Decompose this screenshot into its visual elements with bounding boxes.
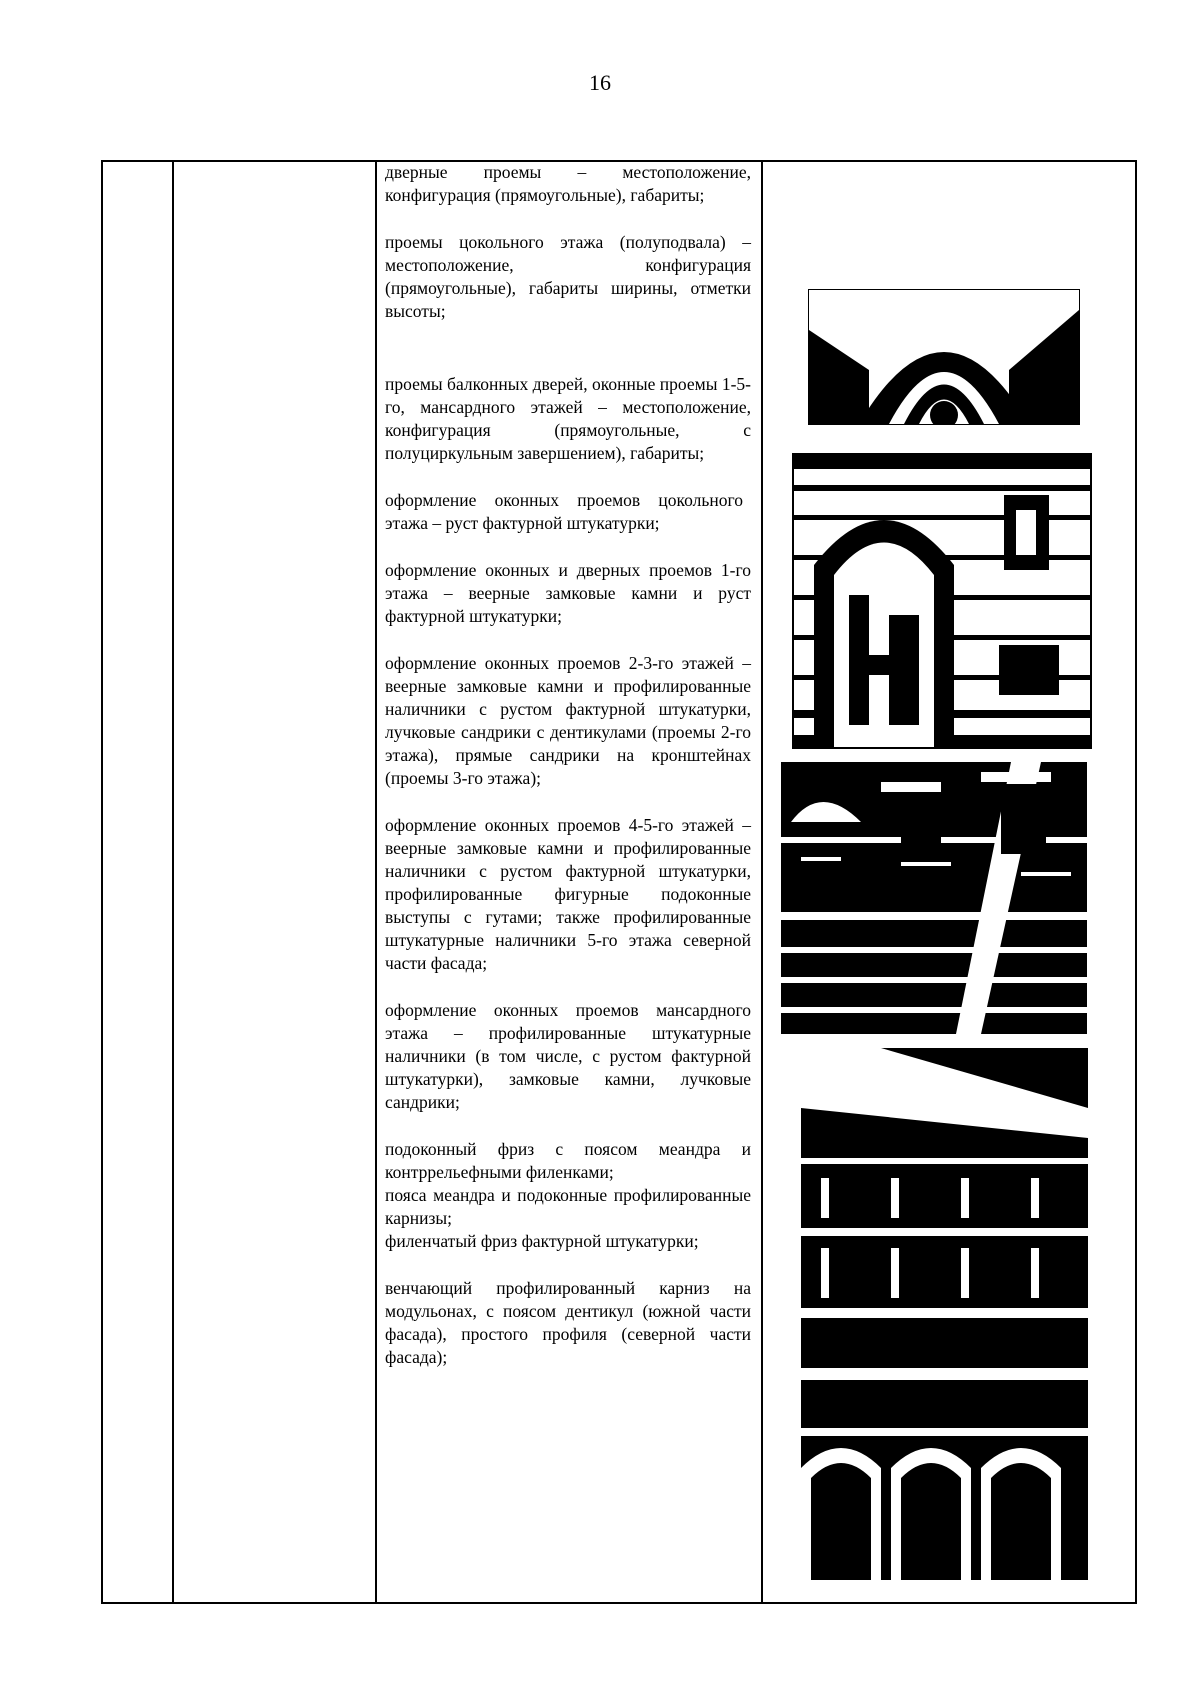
column-divider-1 [172, 162, 174, 1602]
column-divider-2 [375, 162, 377, 1602]
page-number: 16 [589, 70, 611, 95]
paragraph-doors: дверные проемы – местоположение, конфигурация (прямоугольные), габариты; [385, 162, 751, 205]
column-divider-3 [761, 162, 763, 1602]
paragraph-panel-frieze: филенчатый фриз фактурной штукатурки; [385, 1231, 699, 1251]
photo-building-facade [801, 1048, 1088, 1580]
paragraph-meander-belts: пояса меандра и подоконные профилированные карнизы; [385, 1185, 751, 1228]
photo-arched-entrance [792, 453, 1092, 749]
photo-window-facade [781, 762, 1087, 1034]
paragraph-basement-openings: проемы цокольного этажа (полуподвала) – местоположение, конфигурация (прямоугольные), габариты ширины, отметки высоты; [385, 232, 751, 321]
paragraph-mansard-decor: оформление оконных проемов мансардного этажа – профилированные штукатурные наличники (в том числе, с рустом фактурной штукатурки), замковые камни, лучковые сандрики; [385, 1000, 751, 1112]
paragraph-balcony-openings: проемы балконных дверей, оконные проемы 1-5-го, мансардного этажей – местоположение, конфигурация (прямоугольные, с полуциркульным завершением), габариты; [385, 374, 752, 463]
paragraph-floors-4-5-decor: оформление оконных проемов 4-5-го этажей – веерные замковые камни и профилированные наличники с рустом фактурной штукатурки, профилированные фигурные подоконные выступы с гутами; также профилированные штукатурные наличники 5-го этажа северной части фасада; [385, 815, 751, 973]
description-column [385, 161, 751, 1369]
paragraph-frieze-meander: подоконный фриз с поясом меандра и контррельефными филенками; [385, 1139, 751, 1182]
paragraph-crowning-cornice: венчающий профилированный карниз на модульонах, с поясом дентикул (южной части фасада), простого профиля (северной части фасада); [385, 1278, 751, 1367]
paragraph-floors-2-3-decor: оформление оконных проемов 2-3-го этажей – веерные замковые камни и профилированные наличники с рустом фактурной штукатурки, лучковые сандрики с дентикулами (проемы 2-го этажа), прямые сандрики на кронштейнах (проемы 3-го этажа); [385, 653, 751, 788]
paragraph-basement-decor: оформление оконных проемов цокольного этажа – руст фактурной штукатурки; [385, 490, 743, 533]
photo-arch-detail [808, 289, 1080, 425]
paragraph-first-floor-decor: оформление оконных и дверных проемов 1-го этажа – веерные замковые камни и руст фактурной штукатурки; [385, 560, 751, 626]
